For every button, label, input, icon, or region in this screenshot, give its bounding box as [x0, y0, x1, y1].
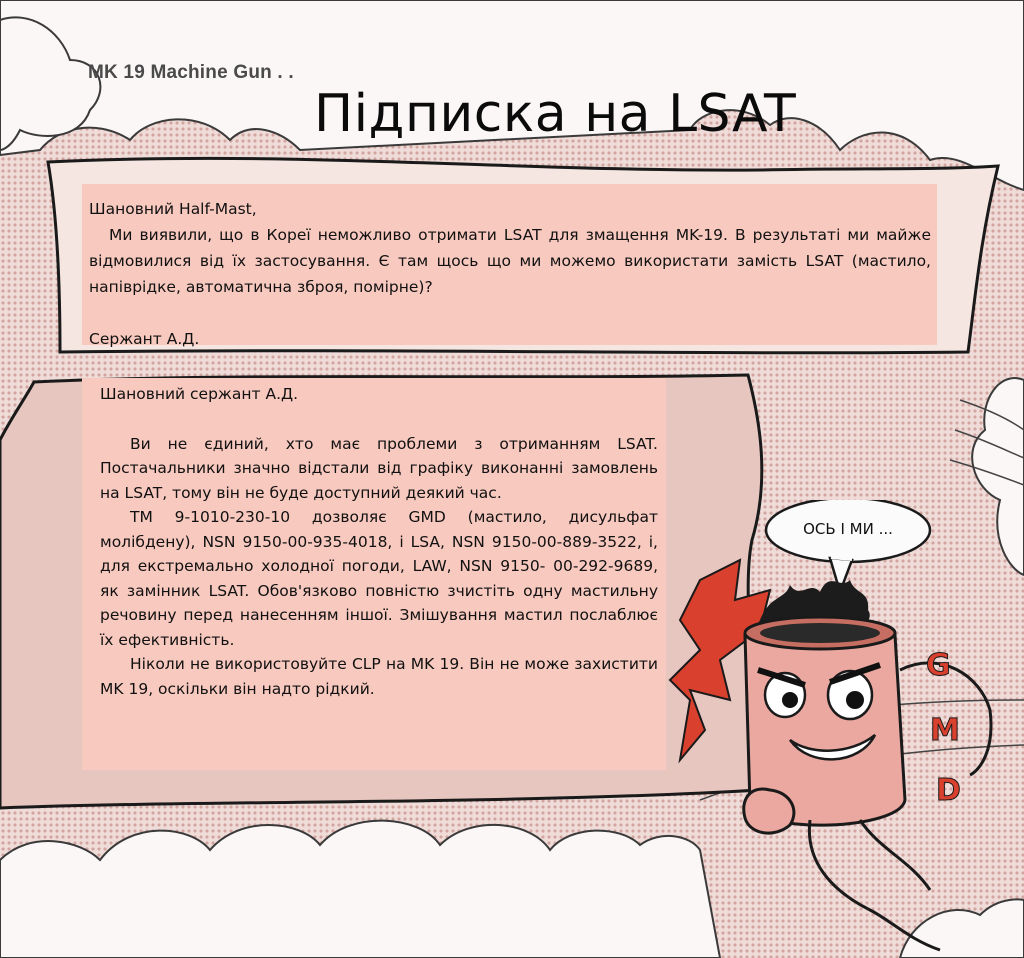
letter-body: Ми виявили, що в Кореї неможливо отримати LSAT для змащення MK-19. В результаті ми майже відмовилися від їх застосування. Є там щось що ми можемо використати замість LSAT (мастило, напіврідке, автоматична зброя, помірне)?	[89, 226, 931, 296]
reply-greeting: Шановний сержант А.Д.	[100, 385, 299, 403]
cloud-bottom	[0, 821, 720, 958]
letter-greeting: Шановний Half-Mast,	[89, 200, 257, 218]
can-letter: M	[930, 713, 960, 748]
reply-paragraph: Ви не єдиний, хто має проблеми з отриманням LSAT. Постачальники значно відстали від графіку виконанні замовлень на LSAT, тому він не буде доступний деякий час.	[100, 434, 658, 502]
can-letter: G	[926, 648, 951, 683]
letter-panel	[82, 184, 937, 348]
speech-bubble-text: ОСЬ І МИ ...	[803, 520, 893, 538]
fist	[744, 789, 794, 833]
page-title: Підписка на LSAT	[314, 84, 797, 144]
reply-paragraph: TM 9-1010-230-10 дозволяє GMD (мастило, дисульфат молібдену), NSN 9150-00-935-4018, і LSA, NSN 9150-00-889-3522, і, для екстремально холодної погоди, LAW, NSN 9150- 00-292-9689, як замінник LSAT. Обов'язково повністю зчистіть одну мастильну речовину перед нанесенням іншої. Змішування мастил послаблює їх ефективність.	[100, 508, 658, 649]
section-kicker: MK 19 Machine Gun . .	[88, 62, 294, 83]
can-letter: D	[936, 773, 961, 808]
reply-paragraph: Ніколи не використовуйте CLP на MK 19. Він не може захистити MK 19, оскільки він надто рідкий.	[100, 655, 658, 698]
letter-signature: Сержант А.Д.	[89, 330, 200, 348]
speech-bubble	[766, 500, 930, 592]
gmd-can-character	[690, 500, 1024, 958]
reply-panel	[82, 378, 666, 770]
